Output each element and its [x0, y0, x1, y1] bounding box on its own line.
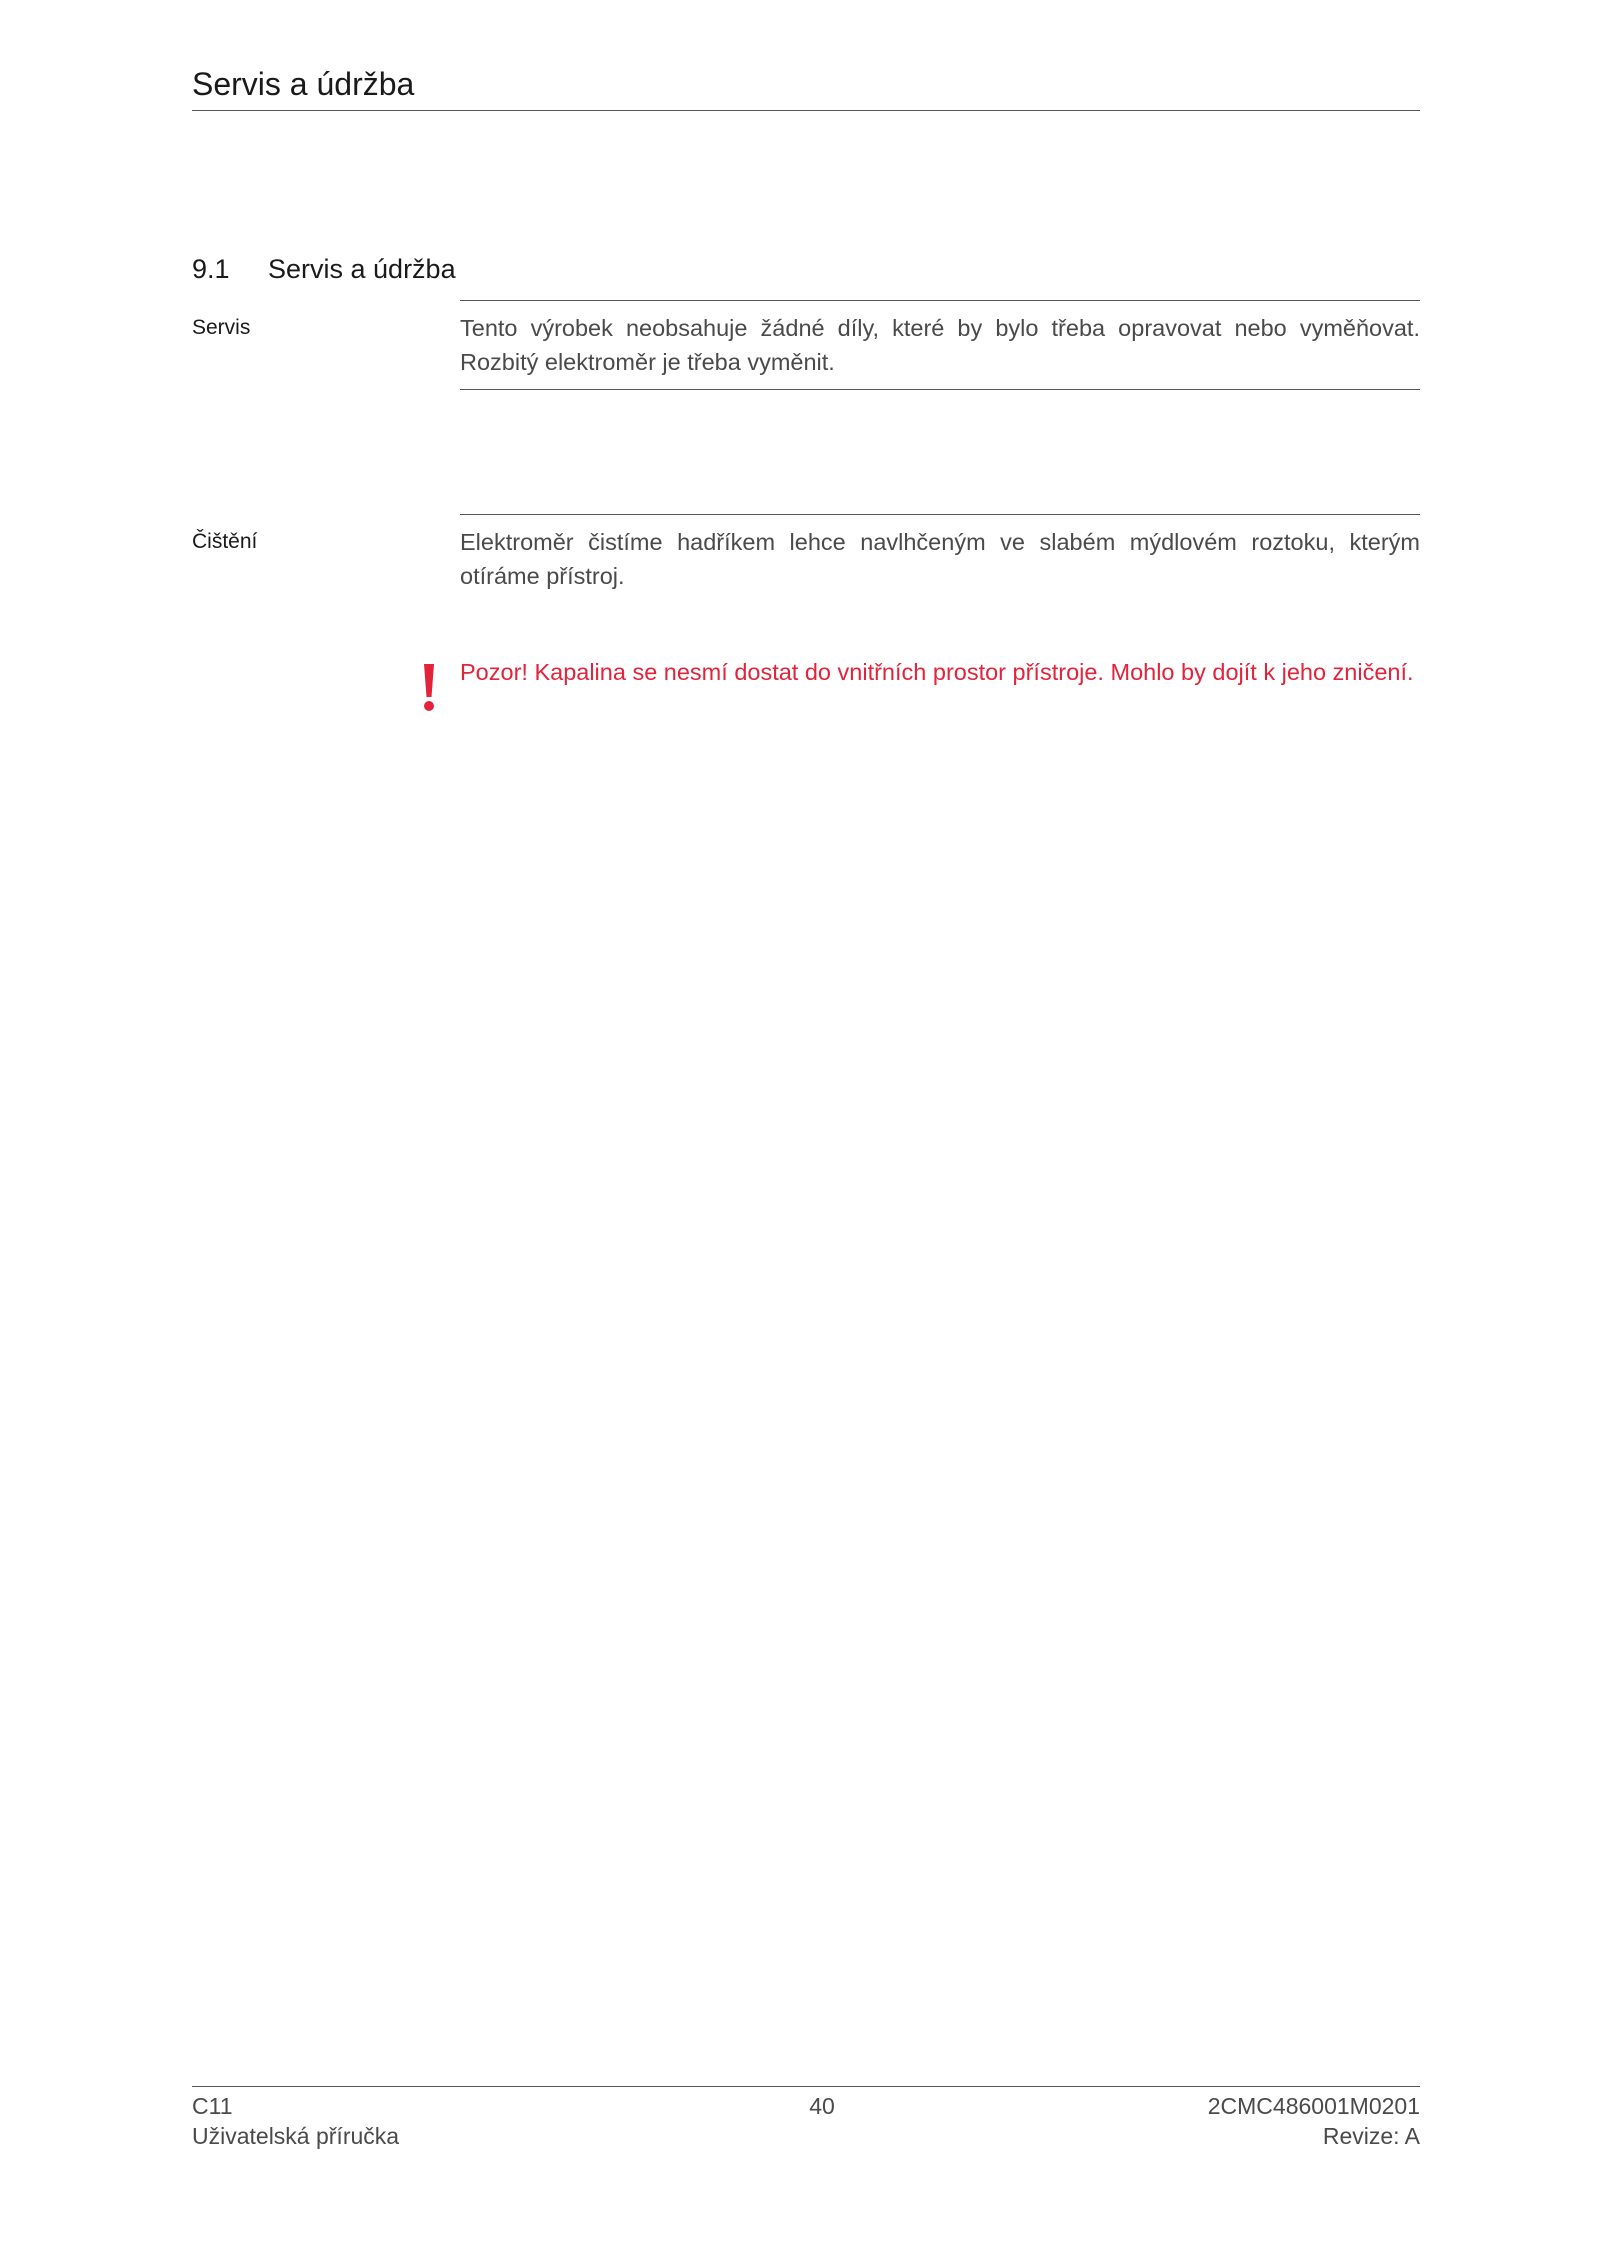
page-header: [192, 62, 1420, 111]
warning-lead: Pozor!: [460, 659, 528, 685]
section-heading: [192, 254, 456, 285]
section-number: 9.1: [192, 254, 230, 284]
page-header-title: Servis a údržba: [192, 66, 415, 102]
side-label-cleaning: Čištění: [192, 530, 258, 553]
service-text: Tento výrobek neobsahuje žádné díly, které by bylo třeba opravovat nebo vyměňovat. Rozbitý elektroměr je třeba vyměnit.: [460, 315, 1420, 375]
footer-page-number: 40: [809, 2093, 835, 2119]
divider-cleaning-top: [460, 514, 1420, 515]
warning-message: [460, 655, 1420, 689]
divider-service-bottom: [460, 389, 1420, 390]
footer-product: C11: [192, 2093, 233, 2119]
footer-manual-title: Uživatelská příručka: [192, 2123, 400, 2149]
cleaning-text: Elektroměr čistíme hadříkem lehce navlhčeným ve slabém mýdlovém roztoku, kterým otíráme přístroj.: [460, 529, 1420, 589]
section-title: Servis a údržba: [268, 254, 456, 284]
side-label-service: Servis: [192, 316, 251, 339]
footer-revision: Revize: A: [1322, 2123, 1420, 2149]
divider-service-top: [460, 300, 1420, 301]
exclamation-icon: [420, 664, 438, 712]
page-footer: [192, 2086, 1420, 2151]
warning-body: Kapalina se nesmí dostat do vnitřních prostor přístroje. Mohlo by dojít k jeho zničení.: [527, 659, 1414, 685]
footer-doc-number: 2CMC486001M0201: [1207, 2093, 1420, 2119]
